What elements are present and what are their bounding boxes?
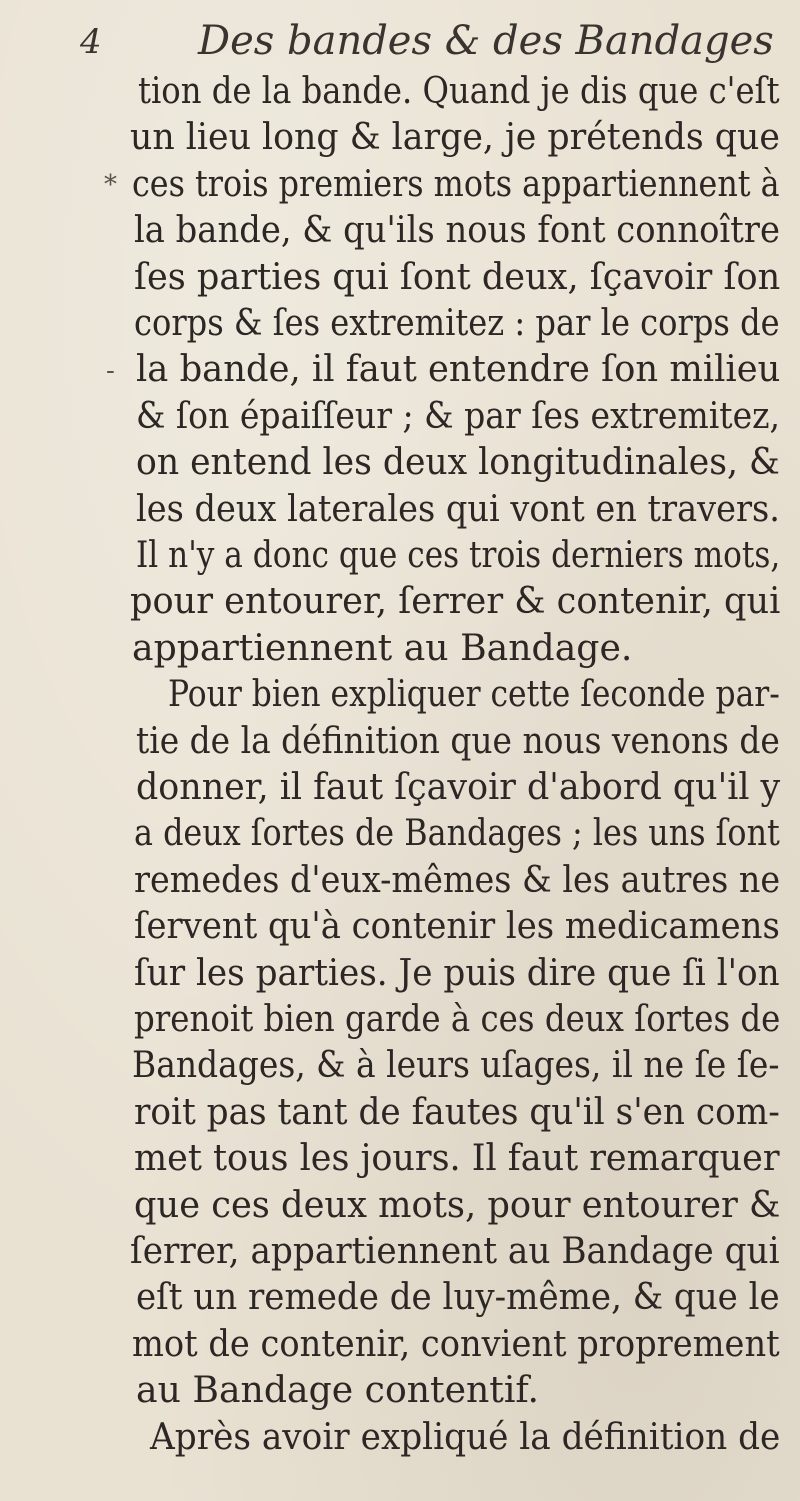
text-line: prenoit bien garde à ces deux ſortes de [134, 997, 781, 1040]
page-header [80, 14, 774, 70]
text-line: ſervent qu'à contenir les medicamens [134, 904, 780, 948]
text-line: a deux ſortes de Bandages ; les uns ſont [134, 811, 780, 855]
margin-dash: - [106, 355, 115, 386]
text-line: mot de contenir, convient proprement [132, 1321, 780, 1365]
running-title: Des bandes & des Bandages [198, 18, 774, 64]
text-line: tie de la définition que nous venons de [136, 718, 780, 762]
text-line: au Bandage contentif. [136, 1368, 540, 1412]
text-line: appartiennent au Bandage. [132, 625, 633, 669]
text-line: la bande, il faut entendre ſon milieu [136, 347, 781, 391]
text-line: les deux laterales qui vont en travers. [136, 486, 780, 530]
text-line: la bande, & qu'ils nous font connoître [134, 208, 780, 252]
text-line: ces trois premiers mots appartiennent à [132, 161, 780, 205]
text-line: Il n'y a donc que ces trois derniers mots, [136, 533, 781, 576]
text-line: ſur les parties. Je puis dire que ſi l'on [134, 950, 780, 994]
text-line: ſes parties qui ſont deux, ſçavoir ſon [134, 254, 781, 298]
margin-asterisk: * [104, 170, 117, 201]
text-line: remedes d'eux-mêmes & les autres ne [134, 857, 781, 901]
text-line: un lieu long & large, je prétends que [130, 115, 780, 159]
text-line: on entend les deux longitudinales, & [136, 440, 780, 484]
text-line: corps & ſes extremitez : par le corps de [134, 301, 780, 344]
page-number: 4 [80, 22, 102, 62]
text-line: tion de la bande. Quand je dis que c'eſt [138, 69, 780, 112]
text-line: Bandages, & à leurs uſages, il ne ſe ſe- [132, 1043, 780, 1087]
text-line: Pour bien expliquer cette ſeconde par- [168, 672, 780, 716]
text-line: que ces deux mots, pour entourer & [134, 1182, 781, 1226]
text-line: ſerrer, appartiennent au Bandage qui [130, 1229, 780, 1272]
text-line: Après avoir expliqué la définition de [150, 1414, 781, 1458]
text-line: eſt un remede de luy-même, & que le [136, 1275, 780, 1319]
text-line: roit pas tant de fautes qu'il s'en com- [134, 1089, 780, 1133]
text-line: pour entourer, ſerrer & contenir, qui [130, 579, 781, 623]
text-line: donner, il faut ſçavoir d'abord qu'il y [136, 765, 781, 808]
text-line: met tous les jours. Il faut remarquer [134, 1136, 780, 1180]
text-line: & ſon épaiſſeur ; & par ſes extremitez, [136, 393, 781, 437]
